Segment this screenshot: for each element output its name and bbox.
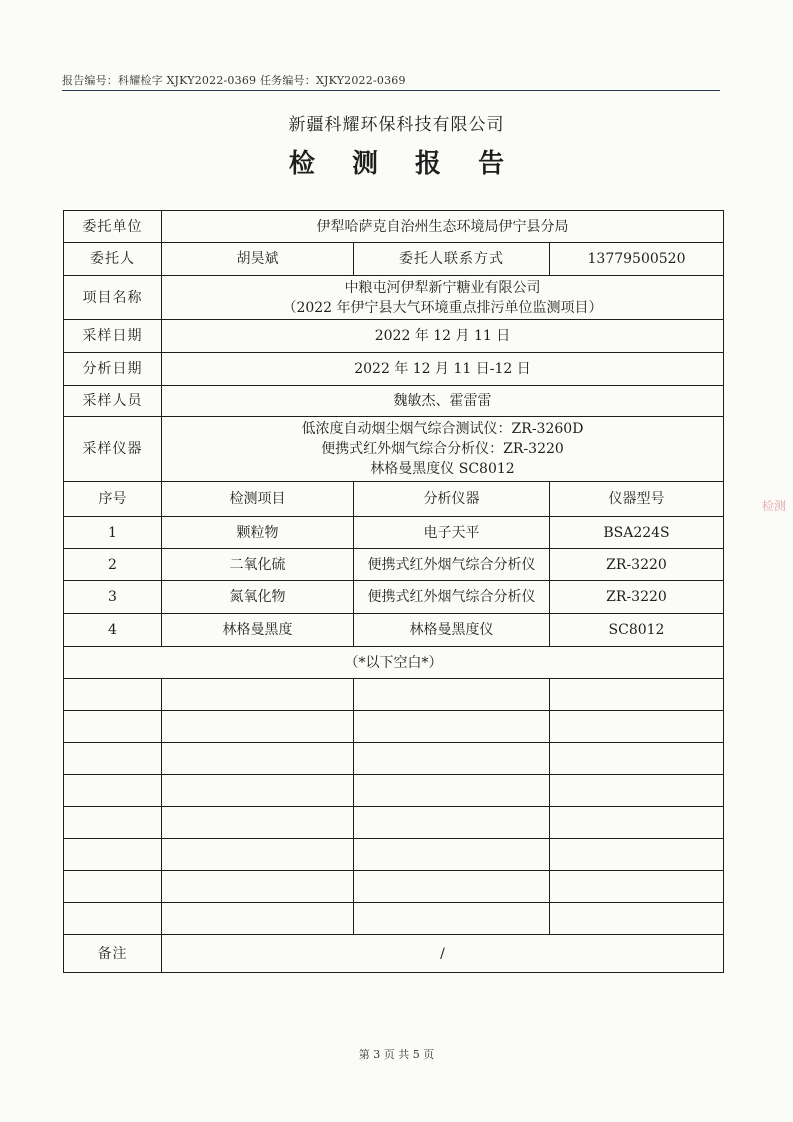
contact-row bbox=[64, 243, 724, 276]
project-row bbox=[64, 276, 724, 320]
analysis-date-value: 2022 年 12 月 11 日-12 日 bbox=[162, 353, 724, 386]
row-instrument: 电子天平 bbox=[354, 517, 550, 549]
row-item: 氮氧化物 bbox=[162, 581, 354, 614]
empty-row bbox=[64, 903, 724, 935]
instrument-row bbox=[64, 417, 724, 482]
client-value: 伊犁哈萨克自治州生态环境局伊宁县分局 bbox=[162, 211, 724, 243]
instrument-line-1: 低浓度自动烟尘烟气综合测试仪：ZR-3260D bbox=[301, 421, 584, 437]
col-header-instrument: 分析仪器 bbox=[354, 482, 550, 517]
client-row bbox=[64, 211, 724, 243]
row-no: 3 bbox=[64, 581, 162, 614]
row-instrument: 便携式红外烟气综合分析仪 bbox=[354, 581, 550, 614]
instrument-line-2: 便携式红外烟气综合分析仪：ZR-3220 bbox=[321, 441, 564, 457]
contact-person-value: 胡昊斌 bbox=[162, 243, 354, 276]
row-no: 2 bbox=[64, 549, 162, 581]
remarks-row bbox=[64, 935, 724, 973]
row-no: 1 bbox=[64, 517, 162, 549]
blank-note-row bbox=[64, 647, 724, 679]
report-no: 科耀检字 XJKY2022-0369 bbox=[118, 74, 257, 87]
report-table bbox=[63, 210, 724, 973]
page-footer: 第 3 页 共 5 页 bbox=[358, 1048, 435, 1061]
empty-row bbox=[64, 775, 724, 807]
row-model: SC8012 bbox=[550, 614, 724, 647]
row-no: 4 bbox=[64, 614, 162, 647]
analysis-date-row bbox=[64, 353, 724, 386]
contact-method-value: 13779500520 bbox=[550, 243, 724, 276]
sampler-value: 魏敏杰、霍雷雷 bbox=[162, 386, 724, 417]
project-line-1: 中粮屯河伊犁新宁糖业有限公司 bbox=[344, 279, 541, 296]
client-label: 委托单位 bbox=[64, 211, 162, 243]
header-divider bbox=[62, 90, 720, 91]
empty-row bbox=[64, 807, 724, 839]
report-title: 检 测 报 告 bbox=[288, 149, 519, 179]
sampling-date-row bbox=[64, 320, 724, 353]
project-label: 项目名称 bbox=[64, 276, 162, 320]
row-item: 颗粒物 bbox=[162, 517, 354, 549]
empty-row bbox=[64, 871, 724, 903]
project-line-2: （2022 年伊宁县大气环境重点排污单位监测项目） bbox=[282, 299, 603, 316]
empty-row bbox=[64, 839, 724, 871]
table-row bbox=[64, 581, 724, 614]
blank-note: （*以下空白*） bbox=[64, 647, 724, 679]
col-header-item: 检测项目 bbox=[162, 482, 354, 517]
remarks-value: / bbox=[162, 935, 724, 973]
sampler-label: 采样人员 bbox=[64, 386, 162, 417]
col-header-no: 序号 bbox=[64, 482, 162, 517]
table-row bbox=[64, 549, 724, 581]
row-model: BSA224S bbox=[550, 517, 724, 549]
task-no: XJKY2022-0369 bbox=[315, 74, 406, 87]
row-instrument: 便携式红外烟气综合分析仪 bbox=[354, 549, 550, 581]
stamp-fragment: 检测 bbox=[762, 499, 787, 513]
col-header-model: 仪器型号 bbox=[550, 482, 724, 517]
sampling-date-label: 采样日期 bbox=[64, 320, 162, 353]
sampler-row bbox=[64, 386, 724, 417]
remarks-label: 备注 bbox=[64, 935, 162, 973]
task-no-label: 任务编号： bbox=[259, 74, 316, 87]
row-model: ZR-3220 bbox=[550, 549, 724, 581]
report-no-label: 报告编号： bbox=[62, 74, 118, 87]
instrument-value bbox=[162, 417, 724, 482]
contact-person-label: 委托人 bbox=[64, 243, 162, 276]
table-row bbox=[64, 614, 724, 647]
project-value bbox=[162, 276, 724, 320]
instrument-label: 采样仪器 bbox=[64, 417, 162, 482]
empty-row bbox=[64, 711, 724, 743]
row-model: ZR-3220 bbox=[550, 581, 724, 614]
instrument-line-3: 林格曼黑度仪 SC8012 bbox=[370, 461, 515, 477]
table-row bbox=[64, 517, 724, 549]
items-header-row bbox=[64, 482, 724, 517]
company-name: 新疆科耀环保科技有限公司 bbox=[288, 115, 505, 135]
analysis-date-label: 分析日期 bbox=[64, 353, 162, 386]
report-header-line bbox=[62, 72, 722, 88]
row-item: 二氧化硫 bbox=[162, 549, 354, 581]
row-instrument: 林格曼黑度仪 bbox=[354, 614, 550, 647]
empty-row bbox=[64, 743, 724, 775]
empty-row bbox=[64, 679, 724, 711]
row-item: 林格曼黑度 bbox=[162, 614, 354, 647]
contact-method-label: 委托人联系方式 bbox=[354, 243, 550, 276]
sampling-date-value: 2022 年 12 月 11 日 bbox=[162, 320, 724, 353]
